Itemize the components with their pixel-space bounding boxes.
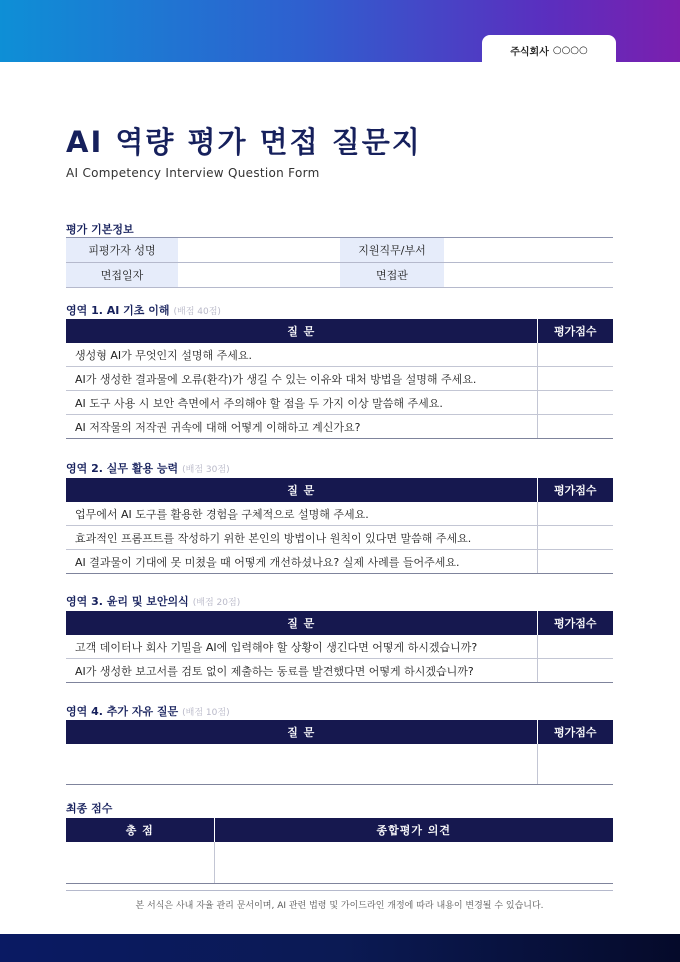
section-points-note: (배점 40점): [173, 307, 221, 317]
interviewer-field[interactable]: [444, 263, 613, 288]
info-label: 피평가자 성명: [66, 238, 178, 263]
total-score-field[interactable]: [66, 842, 214, 884]
table-row: [66, 659, 613, 683]
section-points-note: (배점 20점): [192, 598, 241, 608]
question-text: 업무에서 AI 도구를 활용한 경험을 구체적으로 설명해 주세요.: [66, 502, 537, 526]
overall-opinion-field[interactable]: [214, 842, 613, 884]
department-field[interactable]: [444, 238, 613, 263]
final-score-table: [66, 818, 613, 884]
footer-divider: [66, 890, 613, 891]
section-points-note: (배점 10점): [182, 708, 230, 718]
basic-info-table: [66, 237, 613, 288]
section-points-note: (배점 30점): [182, 465, 230, 475]
question-text: AI가 생성한 결과물에 오류(환각)가 생길 수 있는 이유와 대처 방법을 설명해 주세요.: [66, 367, 537, 391]
question-header: 질 문: [66, 720, 537, 744]
table-row: [66, 391, 613, 415]
question-text: 효과적인 프롬프트를 작성하기 위한 본인의 방법이나 원칙이 있다면 말씀해 주세요.: [66, 526, 537, 550]
company-label: 주식회사: [510, 46, 549, 58]
info-row: [66, 263, 613, 288]
table-row: [66, 744, 613, 785]
section-title: 영역 1. AI 기초 이해: [66, 304, 170, 317]
score-cell[interactable]: [537, 343, 613, 367]
score-cell[interactable]: [537, 502, 613, 526]
table-row: [66, 550, 613, 574]
section-heading: [66, 460, 230, 476]
section-title: 영역 2. 실무 활용 능력: [66, 462, 179, 475]
table-row: [66, 415, 613, 439]
section-4-table: [66, 720, 613, 785]
section-2-table: [66, 478, 613, 574]
section-heading: [66, 593, 240, 609]
score-header: 평가점수: [537, 720, 613, 744]
question-text: AI 도구 사용 시 보안 측면에서 주의해야 할 점을 두 가지 이상 말씀해 주세요.: [66, 391, 537, 415]
score-cell[interactable]: [537, 635, 613, 659]
section-heading: [66, 302, 221, 318]
company-tab: [482, 35, 616, 65]
table-row: [66, 343, 613, 367]
page-subtitle: AI Competency Interview Question Form: [66, 166, 320, 180]
interview-date-field[interactable]: [178, 263, 340, 288]
info-label: 지원직무/부서: [340, 238, 444, 263]
bottom-banner: [0, 934, 680, 962]
score-header: 평가점수: [537, 319, 613, 343]
overall-opinion-header: 종합평가 의견: [214, 818, 613, 842]
score-header: 평가점수: [537, 478, 613, 502]
table-row: [66, 842, 613, 884]
table-row: [66, 526, 613, 550]
question-text: 고객 데이터나 회사 기밀을 AI에 입력해야 할 상황이 생긴다면 어떻게 하시겠습니까?: [66, 635, 537, 659]
score-cell[interactable]: [537, 659, 613, 683]
final-heading: 최종 점수: [66, 802, 113, 815]
score-cell[interactable]: [537, 415, 613, 439]
score-header: 평가점수: [537, 611, 613, 635]
score-cell[interactable]: [537, 550, 613, 574]
score-cell[interactable]: [537, 744, 613, 785]
section-1-table: [66, 319, 613, 439]
name-field[interactable]: [178, 238, 340, 263]
info-label: 면접관: [340, 263, 444, 288]
question-header: 질 문: [66, 319, 537, 343]
section-3-table: [66, 611, 613, 683]
question-text: AI가 생성한 보고서를 검토 없이 제출하는 동료를 발견했다면 어떻게 하시겠습니까?: [66, 659, 537, 683]
company-name: ○○○○: [552, 44, 588, 56]
footer-note: 본 서식은 사내 자율 관리 문서이며, AI 관련 법령 및 가이드라인 개정에 따라 내용이 변경될 수 있습니다.: [135, 901, 544, 911]
question-text: AI 결과물이 기대에 못 미쳤을 때 어떻게 개선하셨나요? 실제 사례를 들어주세요.: [66, 550, 537, 574]
section-title: 영역 3. 윤리 및 보안의식: [66, 595, 189, 608]
question-text: AI 저작물의 저작권 귀속에 대해 어떻게 이해하고 계신가요?: [66, 415, 537, 439]
table-row: [66, 502, 613, 526]
section-heading: [66, 703, 230, 719]
table-row: [66, 367, 613, 391]
score-cell[interactable]: [537, 367, 613, 391]
section-title: 영역 4. 추가 자유 질문: [66, 705, 179, 718]
basic-info-heading: 평가 기본정보: [66, 223, 134, 236]
table-row: [66, 635, 613, 659]
question-text: 생성형 AI가 무엇인지 설명해 주세요.: [66, 343, 537, 367]
page-title: AI 역량 평가 면접 질문지: [66, 125, 422, 159]
score-cell[interactable]: [537, 391, 613, 415]
question-header: 질 문: [66, 478, 537, 502]
score-cell[interactable]: [537, 526, 613, 550]
info-row: [66, 238, 613, 263]
info-label: 면접일자: [66, 263, 178, 288]
total-score-header: 총 점: [66, 818, 214, 842]
question-header: 질 문: [66, 611, 537, 635]
free-question-field[interactable]: [66, 744, 537, 785]
